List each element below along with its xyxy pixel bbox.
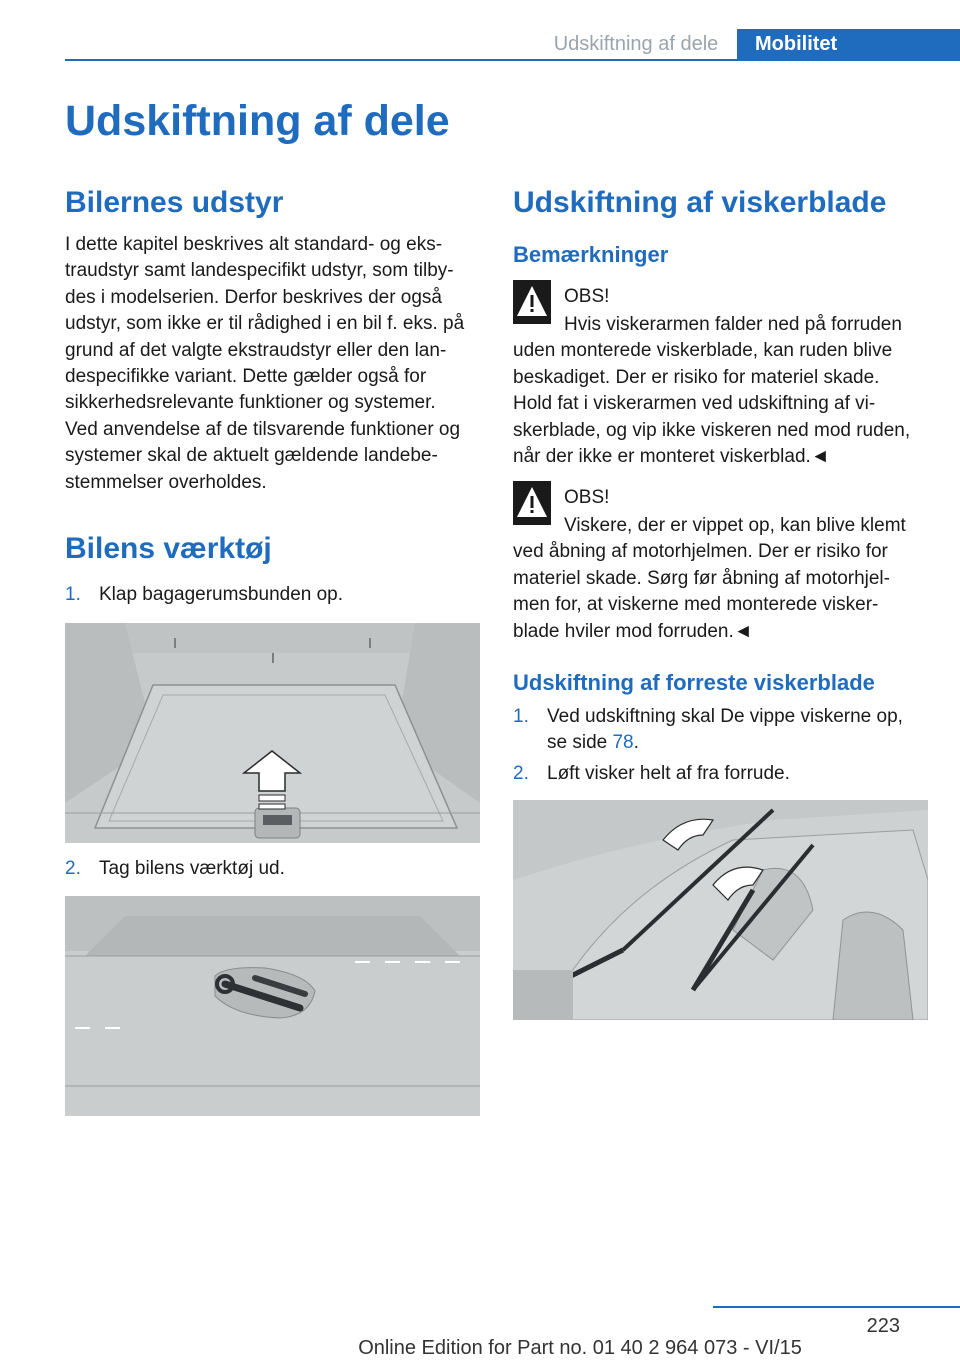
warning-2-line: ved åbning af motorhjelmen. Der er risiko for: [513, 541, 888, 563]
equipment-line: traudstyr samt landespecifikt udstyr, som tilby‐: [65, 260, 454, 282]
notes-heading: Bemærkninger: [513, 242, 669, 267]
page-reference-link[interactable]: 78: [612, 732, 634, 754]
step-number: 2.: [65, 858, 81, 879]
warning-1-line: Hvis viskerarmen falder ned på forruden: [564, 314, 902, 335]
equipment-line: despecifikke variant. Dette gælder også for: [65, 366, 427, 387]
warning-1-line: når der ikke er monteret viskerblad.◄: [513, 446, 830, 467]
equipment-line: I dette kapitel beskrives alt standard- og eks‐: [65, 234, 443, 255]
front-wiper-heading: Udskiftning af forreste viskerblade: [513, 670, 875, 695]
wiper-step-2: [513, 761, 933, 788]
warning-1-line: beskadiget. Der er risiko for materiel skade.: [513, 366, 880, 388]
page-number: 223: [866, 1315, 900, 1337]
warning-2-line: materiel skade. Sørg før åbning af motorhjel‐: [513, 567, 890, 589]
vehicle-tools-image: [65, 896, 480, 1116]
warning-1-line: Hold fat i viskerarmen ved udskiftning af vi‐: [513, 393, 876, 415]
warning-1-line: uden monterede viskerblade, kan ruden blive: [513, 340, 893, 362]
tools-heading: Bilens værktøj: [65, 532, 272, 565]
warning-triangle-icon: [513, 481, 551, 525]
header-chapter-tab[interactable]: Mobilitet: [737, 29, 960, 60]
footer-edition: Online Edition for Part no. 01 40 2 964 073 - VI/15: [358, 1337, 802, 1359]
trunk-floor-image: [65, 623, 480, 843]
page-title: Udskiftning af dele: [65, 97, 450, 145]
step-number: 2.: [513, 763, 529, 784]
header-rule: [65, 59, 960, 61]
equipment-line: des i modelserien. Derfor beskrives der også: [65, 286, 443, 308]
equipment-line: sikkerhedsrelevante funktioner og systemer.: [65, 392, 436, 414]
footer-rule: [713, 1306, 960, 1308]
step-text: Løft visker helt af fra forrude.: [547, 763, 790, 784]
warning-2-line: Viskere, der er vippet op, kan blive klemt: [564, 515, 906, 536]
wiper-heading: Udskiftning af viskerblade: [513, 186, 887, 219]
equipment-heading: Bilernes udstyr: [65, 186, 284, 219]
step-text: Ved udskiftning skal De vippe viskerne op,: [547, 706, 903, 727]
warning-2-line: blade hviler mod forruden.◄: [513, 620, 753, 642]
warning-1-line: skerblade, og vip ikke viskeren ned mod ruden,: [513, 419, 911, 441]
step-text: Tag bilens værktøj ud.: [99, 858, 285, 879]
header-section-tab[interactable]: Udskiftning af dele: [553, 33, 719, 55]
step-text-line-2: se side 78.: [547, 732, 639, 754]
step-number: 1.: [513, 706, 529, 727]
warning-2-line: men for, at viskerne med monterede visker‐: [513, 594, 879, 616]
wiper-step-1: [513, 704, 933, 758]
tools-step-2: [65, 856, 480, 883]
warning-2-label: OBS!: [564, 487, 610, 508]
warning-triangle-icon: [513, 280, 551, 324]
equipment-line: Ved anvendelse af de tilsvarende funktioner og: [65, 418, 461, 440]
step-text: Klap bagagerumsbunden op.: [99, 584, 344, 605]
equipment-line: stemmelser overholdes.: [65, 471, 267, 493]
equipment-line: udstyr, som ikke er til rådighed i en bil f. eks. på: [65, 313, 465, 335]
warning-1-label: OBS!: [564, 286, 610, 307]
wiper-blade-image: [513, 800, 928, 1020]
equipment-line: grund af det valgte ekstraudstyr eller den lan‐: [65, 339, 447, 361]
equipment-line: systemer skal de aktuelt gældende landebe‐: [65, 445, 438, 467]
tools-step-1: [65, 582, 480, 609]
step-number: 1.: [65, 584, 81, 605]
